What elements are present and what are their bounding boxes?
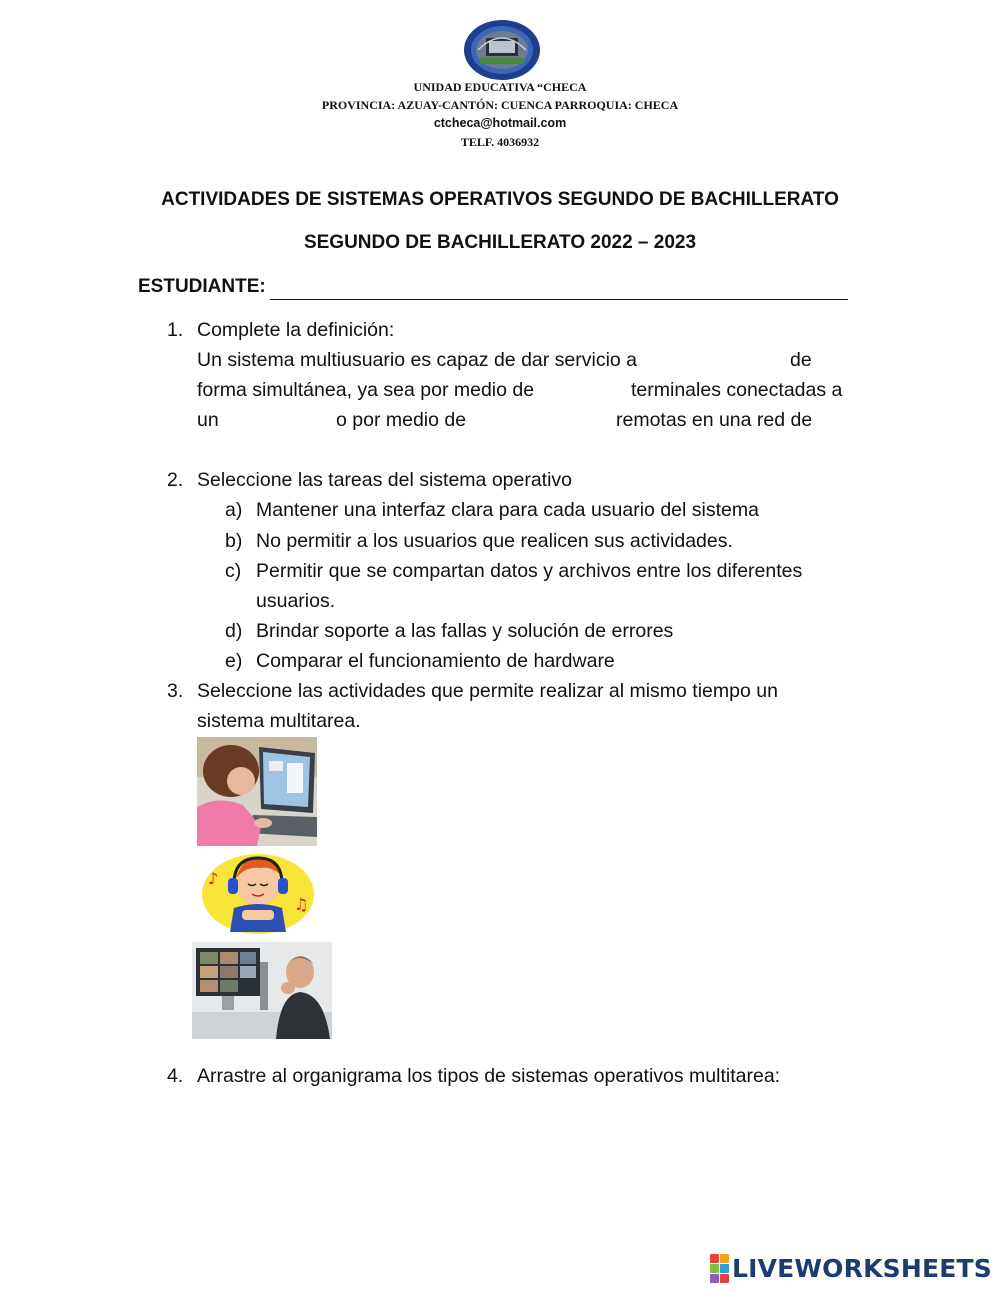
q2-option-a[interactable]: Mantener una interfaz clara para cada usuario del sistema [256, 499, 759, 521]
school-address: PROVINCIA: AZUAY-CANTÓN: CUENCA PARROQUIA: CHECA [321, 98, 679, 112]
q2-option-a-letter: a) [225, 499, 243, 521]
q1-text-1b: de [790, 349, 812, 371]
q2-option-d-letter: d) [225, 620, 243, 642]
brand-block [710, 1274, 719, 1283]
q1-text-2b: terminales conectadas a [631, 379, 843, 401]
q3-prompt-line1: Seleccione las actividades que permite realizar al mismo tiempo un [197, 680, 778, 702]
school-phone: TELF. 4036932 [460, 135, 540, 149]
q1-text-3c: remotas en una red de [616, 409, 813, 431]
q2-option-b-letter: b) [225, 530, 243, 552]
q2-option-c-letter: c) [225, 560, 242, 582]
q2-option-d[interactable]: Brindar soporte a las fallas y solución de errores [256, 620, 674, 642]
man-videocall-illustration [192, 942, 332, 1039]
image-boy-headphones[interactable] [198, 848, 318, 938]
q2-option-c-continued[interactable]: usuarios. [256, 590, 336, 612]
q2-option-e[interactable]: Comparar el funcionamiento de hardware [256, 650, 615, 672]
q1-text-3b: o por medio de [336, 409, 467, 431]
girl-laptop-illustration [197, 737, 317, 846]
brand-block [720, 1254, 729, 1263]
q2-number: 2. [167, 469, 184, 491]
q2-option-e-letter: e) [225, 650, 243, 672]
q1-blank-2[interactable] [560, 379, 626, 403]
brand-block [710, 1254, 719, 1263]
brand-block [720, 1264, 729, 1273]
svg-text:♪: ♪ [208, 869, 219, 888]
q3-prompt-line2: sistema multitarea. [197, 710, 361, 732]
brand-block [710, 1264, 719, 1273]
image-man-videocall[interactable] [192, 942, 332, 1039]
page-subtitle: SEGUNDO DE BACHILLERATO 2022 – 2023 [303, 232, 697, 253]
q1-prompt: Complete la definición: [197, 319, 395, 341]
school-email: ctcheca@hotmail.com [433, 116, 567, 130]
liveworksheets-blocks-icon [710, 1254, 729, 1283]
q1-blank-3[interactable] [226, 409, 330, 433]
q2-option-c[interactable]: Permitir que se compartan datos y archivos entre los diferentes [256, 560, 803, 582]
q1-text-1a: Un sistema multiusuario es capaz de dar servicio a [197, 349, 638, 371]
boy-headphones-illustration [198, 848, 318, 938]
q2-option-b[interactable]: No permitir a los usuarios que realicen sus actividades. [256, 530, 733, 552]
q1-blank-1[interactable] [664, 349, 784, 373]
student-name-field[interactable] [270, 299, 848, 300]
image-girl-laptop[interactable] [197, 737, 317, 846]
q4-prompt: Arrastre al organigrama los tipos de sistemas operativos multitarea: [197, 1065, 781, 1087]
svg-text:♫: ♫ [294, 895, 309, 914]
q1-blank-4[interactable] [480, 409, 610, 433]
liveworksheets-logo[interactable] [710, 1254, 992, 1283]
q2-prompt: Seleccione las tareas del sistema operativo [197, 469, 573, 491]
q1-text-3a: un [197, 409, 219, 431]
school-seal-icon [462, 18, 542, 82]
brand-name: LIVEWORKSHEETS [731, 1254, 992, 1283]
school-logo [462, 18, 542, 82]
brand-block [720, 1274, 729, 1283]
page-title: ACTIVIDADES DE SISTEMAS OPERATIVOS SEGUNDO DE BACHILLERATO [161, 189, 839, 210]
q4-number: 4. [167, 1065, 184, 1087]
q1-text-2a: forma simultánea, ya sea por medio de [197, 379, 535, 401]
q3-number: 3. [167, 680, 184, 702]
student-label: ESTUDIANTE: [138, 276, 266, 297]
q1-number: 1. [167, 319, 184, 341]
school-name: UNIDAD EDUCATIVA “CHECA [413, 80, 587, 94]
